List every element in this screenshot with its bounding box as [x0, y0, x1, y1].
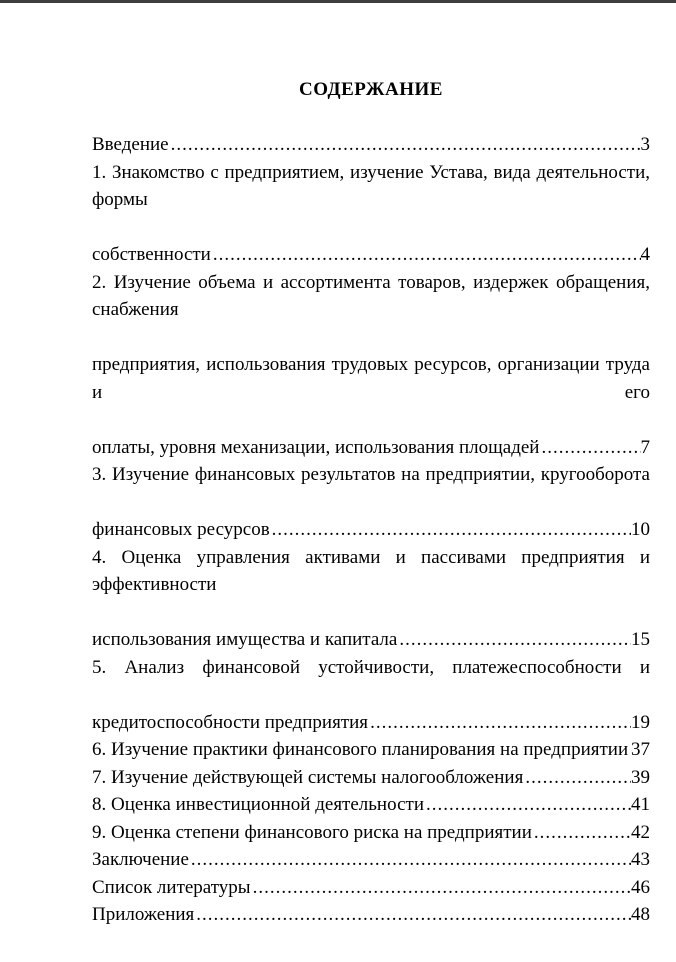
dotted-leader: [196, 901, 631, 929]
page-number: 10: [631, 519, 650, 540]
toc-entry-last-line: [92, 846, 650, 874]
toc-entry-text: финансовых ресурсов: [92, 519, 270, 540]
toc-entry-line: 2. Изучение объема и ассортимента товаров, издержек обращения, снабжения: [92, 271, 650, 320]
toc-entry-last-line: [92, 736, 650, 764]
toc-entry: [92, 819, 650, 847]
toc-entry-last-line: [92, 241, 650, 269]
page-number: 15: [631, 629, 650, 650]
page-number: 43: [631, 849, 650, 870]
dotted-leader: [525, 764, 631, 792]
dotted-leader: [171, 131, 641, 159]
toc-entry-line: 1. Знакомство с предприятием, изучение Устава, вида деятельности, формы: [92, 161, 650, 210]
toc-entry-text: Приложения: [92, 904, 195, 925]
toc-entry-last-line: [92, 434, 650, 462]
toc-entry: [92, 131, 650, 159]
page-number: 3: [640, 134, 650, 155]
toc-entry-line: предприятия, использования трудовых ресурсов, организации труда и его: [92, 354, 650, 403]
toc-entry: [92, 461, 650, 544]
toc-entry-text: 6. Изучение практики финансового планирования на предприятии: [92, 739, 629, 760]
page-number: 39: [631, 766, 650, 788]
page-content: [0, 76, 676, 929]
toc-entry-last-line: [92, 819, 650, 847]
toc-entry-last-line: [92, 791, 650, 819]
toc-entry-text: Введение: [92, 134, 169, 155]
page-number: 37: [631, 739, 650, 760]
toc-entry-line: 4. Оценка управления активами и пассивами предприятия и эффективности: [92, 546, 650, 595]
dotted-leader: [213, 241, 641, 269]
toc-entry-last-line: [92, 131, 650, 159]
toc-entry-last-line: [92, 709, 650, 737]
toc-entry: [92, 654, 650, 737]
toc-entry-text: 7. Изучение действующей системы налогообложения: [92, 766, 524, 788]
toc-entry-line: 3. Изучение финансовых результатов на предприятии, кругооборота: [92, 464, 650, 485]
toc-entry: [92, 901, 650, 929]
toc-entry-last-line: [92, 874, 650, 902]
page-number: 19: [631, 711, 650, 733]
toc-entry-text: 9. Оценка степени финансового риска на предприятии: [92, 821, 532, 843]
toc-entry-text: 8. Оценка инвестиционной деятельности: [92, 794, 424, 815]
toc-entry-text: собственности: [92, 244, 211, 265]
page-number: 7: [640, 436, 650, 458]
toc-title: СОДЕРЖАНИЕ: [299, 79, 443, 100]
toc-entry: [92, 874, 650, 902]
dotted-leader: [370, 709, 631, 737]
dotted-leader: [534, 819, 631, 847]
toc-entry-text: оплаты, уровня механизации, использования площадей: [92, 436, 540, 458]
toc-list: [92, 131, 650, 929]
page-top-border: [0, 0, 676, 3]
toc-entry-text: кредитоспособности предприятия: [92, 711, 369, 733]
page-number: 48: [631, 904, 650, 925]
dotted-leader: [272, 516, 631, 544]
toc-entry: [92, 159, 650, 269]
dotted-leader: [541, 434, 640, 462]
toc-entry-text: Заключение: [92, 849, 189, 870]
toc-entry: [92, 764, 650, 792]
page-number: 4: [640, 244, 650, 265]
dotted-leader: [399, 626, 631, 654]
toc-entry: [92, 791, 650, 819]
toc-entry: [92, 736, 650, 764]
toc-entry-last-line: [92, 516, 650, 544]
toc-entry-text: использования имущества и капитала: [92, 629, 398, 650]
toc-entry: [92, 846, 650, 874]
toc-entry-last-line: [92, 901, 650, 929]
toc-entry-last-line: [92, 626, 650, 654]
page-number: 46: [631, 876, 650, 898]
toc-entry-text: Список литературы: [92, 876, 251, 898]
page-number: 42: [631, 821, 650, 843]
toc-entry-last-line: [92, 764, 650, 792]
page-number: 41: [631, 794, 650, 815]
toc-entry: [92, 269, 650, 462]
dotted-leader: [253, 874, 631, 902]
toc-entry-line: 5. Анализ финансовой устойчивости, платежеспособности и: [92, 656, 650, 678]
toc-entry: [92, 544, 650, 654]
dotted-leader: [426, 791, 631, 819]
dotted-leader: [191, 846, 631, 874]
